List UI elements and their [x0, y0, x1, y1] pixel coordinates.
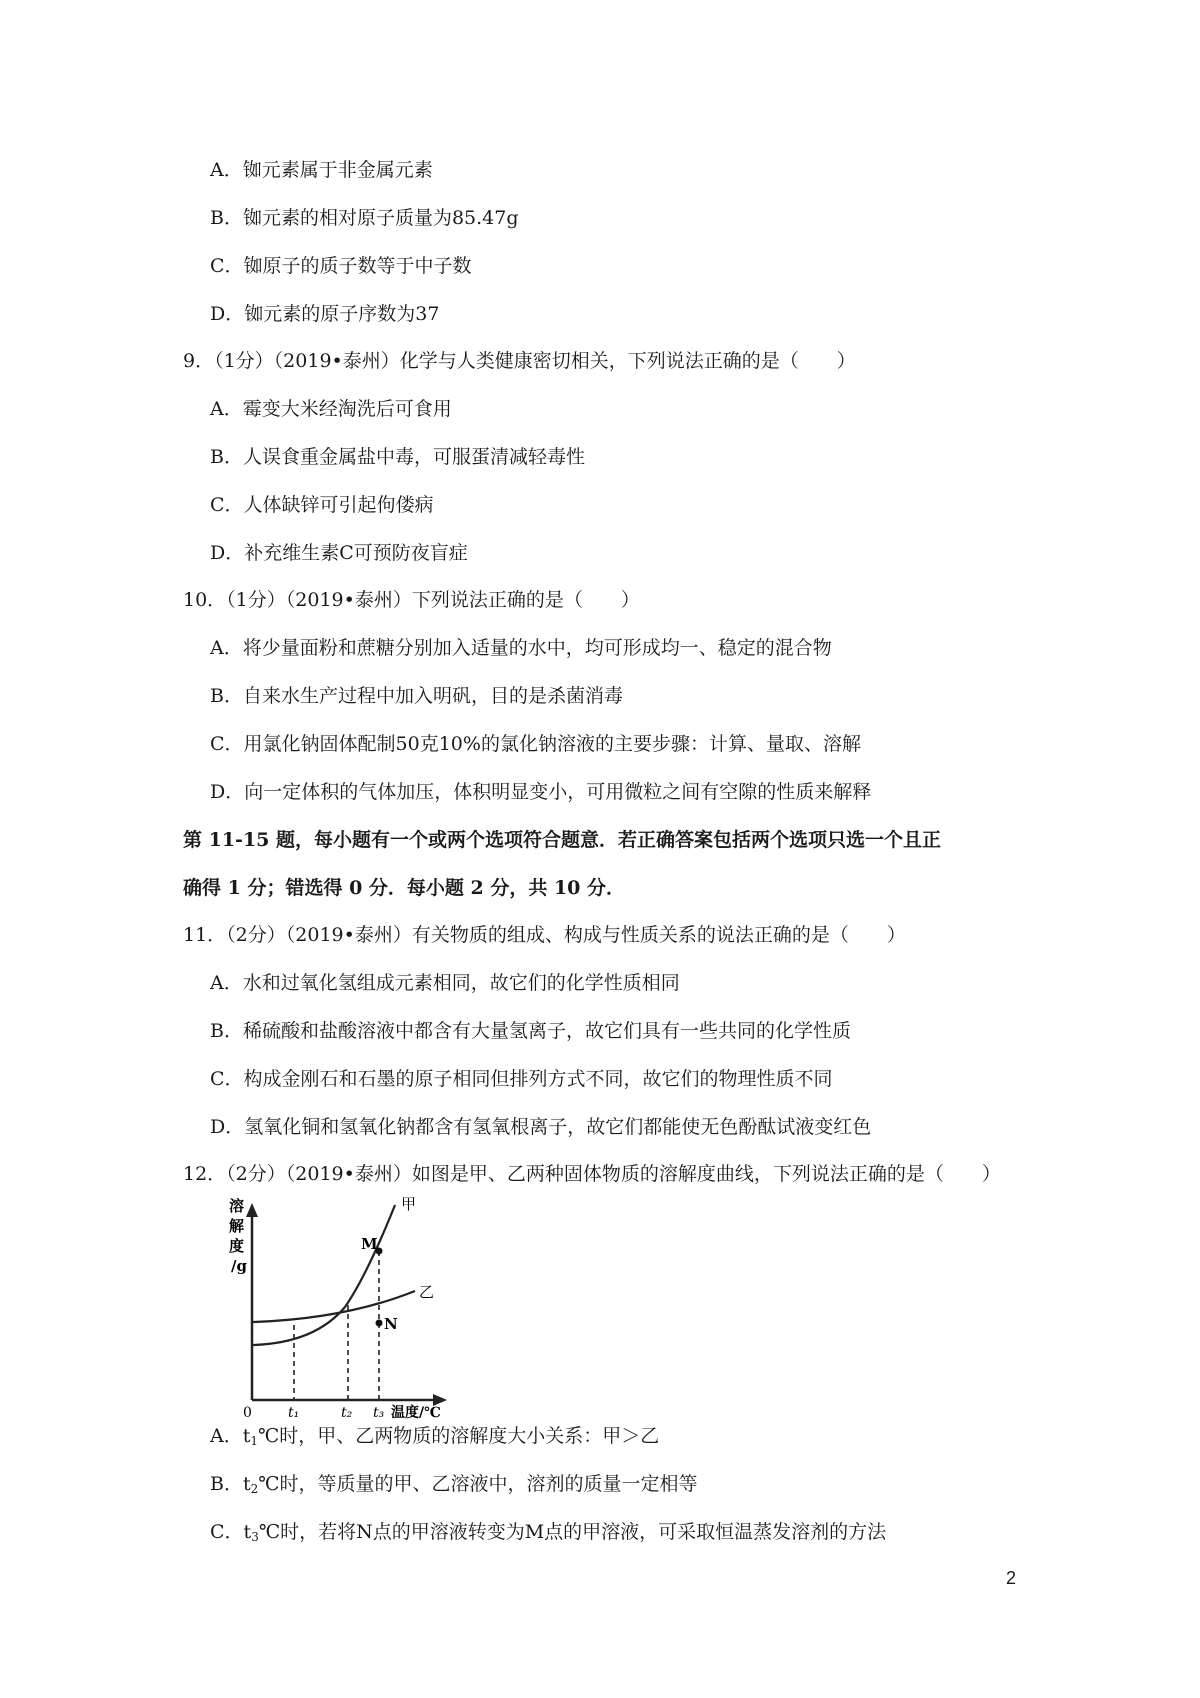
q9-option-a: A．霉变大米经淘洗后可食用	[210, 398, 452, 420]
q12-option-c-post: ℃时，若将N点的甲溶液转变为M点的甲溶液，可采取恒温蒸发溶剂的方法	[258, 1521, 887, 1543]
q11-option-c: C．构成金刚石和石墨的原子相同但排列方式不同，故它们的物理性质不同	[210, 1068, 833, 1090]
point-n-label: N	[384, 1315, 398, 1333]
y-label-2: 解	[229, 1217, 245, 1235]
y-label-1: 溶	[229, 1197, 245, 1215]
x-axis-label: 温度/℃	[391, 1405, 441, 1420]
q8-option-d: D．铷元素的原子序数为37	[210, 303, 440, 325]
q12-option-b-pre: B．t	[210, 1473, 251, 1495]
q12-option-b	[210, 1471, 698, 1502]
solubility-curve-figure	[205, 1195, 465, 1420]
q12-option-c-pre: C．t	[210, 1521, 252, 1543]
q12-option-a-sub: 1	[250, 1434, 258, 1448]
q12-option-c	[210, 1519, 886, 1550]
q9-option-d: D．补充维生素C可预防夜盲症	[210, 542, 468, 564]
t2-label: t₂	[341, 1405, 353, 1420]
q9-option-c: C．人体缺锌可引起佝偻病	[210, 494, 434, 516]
curve-jia	[253, 1205, 395, 1345]
q8-option-b: B．铷元素的相对原子质量为85.47g	[210, 207, 519, 229]
t3-label: t₃	[373, 1405, 385, 1420]
q12-option-b-post: ℃时，等质量的甲、乙溶液中，溶剂的质量一定相等	[258, 1473, 698, 1495]
point-n-dot	[376, 1320, 383, 1327]
q10-option-a: A．将少量面粉和蔗糖分别加入适量的水中，均可形成均一、稳定的混合物	[210, 637, 832, 659]
y-label-3: 度	[229, 1237, 245, 1255]
y-axis-arrow	[246, 1203, 258, 1217]
q12-option-c-sub: 3	[251, 1530, 259, 1544]
q11-stem: 11．（2分）（2019•泰州）有关物质的组成、构成与性质关系的说法正确的是（ ）	[183, 924, 906, 946]
q11-option-a: A．水和过氧化氢组成元素相同，故它们的化学性质相同	[210, 972, 680, 994]
q8-option-a: A．铷元素属于非金属元素	[210, 159, 433, 181]
page-number: 2	[1006, 1568, 1017, 1588]
q12-option-a-pre: A．t	[210, 1425, 251, 1447]
q10-stem: 10．（1分）（2019•泰州）下列说法正确的是（ ）	[183, 589, 640, 611]
section-instruction-line2: 确得 1 分；错选得 0 分．每小题 2 分，共 10 分．	[183, 877, 626, 899]
origin-label: 0	[243, 1405, 252, 1420]
section-instruction-line1: 第 11-15 题，每小题有一个或两个选项符合题意．若正确答案包括两个选项只选一个且正	[183, 829, 941, 851]
q12-option-a-post: ℃时，甲、乙两物质的溶解度大小关系：甲＞乙	[258, 1425, 660, 1447]
q9-option-b: B．人误食重金属盐中毒，可服蛋清减轻毒性	[210, 446, 585, 468]
y-label-4: /g	[231, 1257, 247, 1275]
solubility-curve-svg	[205, 1195, 465, 1420]
q10-option-c: C．用氯化钠固体配制50克10%的氯化钠溶液的主要步骤：计算、量取、溶解	[210, 733, 861, 755]
curve-yi-label: 乙	[419, 1283, 435, 1301]
q12-stem: 12．（2分）（2019•泰州）如图是甲、乙两种固体物质的溶解度曲线，下列说法正确的是（ ）	[183, 1163, 1001, 1185]
q10-option-b: B．自来水生产过程中加入明矾，目的是杀菌消毒	[210, 685, 623, 707]
t1-label: t₁	[288, 1405, 300, 1420]
q10-option-d: D．向一定体积的气体加压，体积明显变小，可用微粒之间有空隙的性质来解释	[210, 781, 872, 803]
q12-option-b-sub: 2	[250, 1482, 259, 1496]
q12-option-a	[210, 1423, 659, 1454]
q11-option-d: D．氢氧化铜和氢氧化钠都含有氢氧根离子，故它们都能使无色酚酞试液变红色	[210, 1116, 872, 1138]
q8-option-c: C．铷原子的质子数等于中子数	[210, 255, 472, 277]
q11-option-b: B．稀硫酸和盐酸溶液中都含有大量氢离子，故它们具有一些共同的化学性质	[210, 1020, 851, 1042]
point-m-label: M	[361, 1235, 378, 1253]
q9-stem: 9．（1分）（2019•泰州）化学与人类健康密切相关，下列说法正确的是（ ）	[183, 350, 856, 372]
curve-jia-label: 甲	[401, 1195, 417, 1213]
